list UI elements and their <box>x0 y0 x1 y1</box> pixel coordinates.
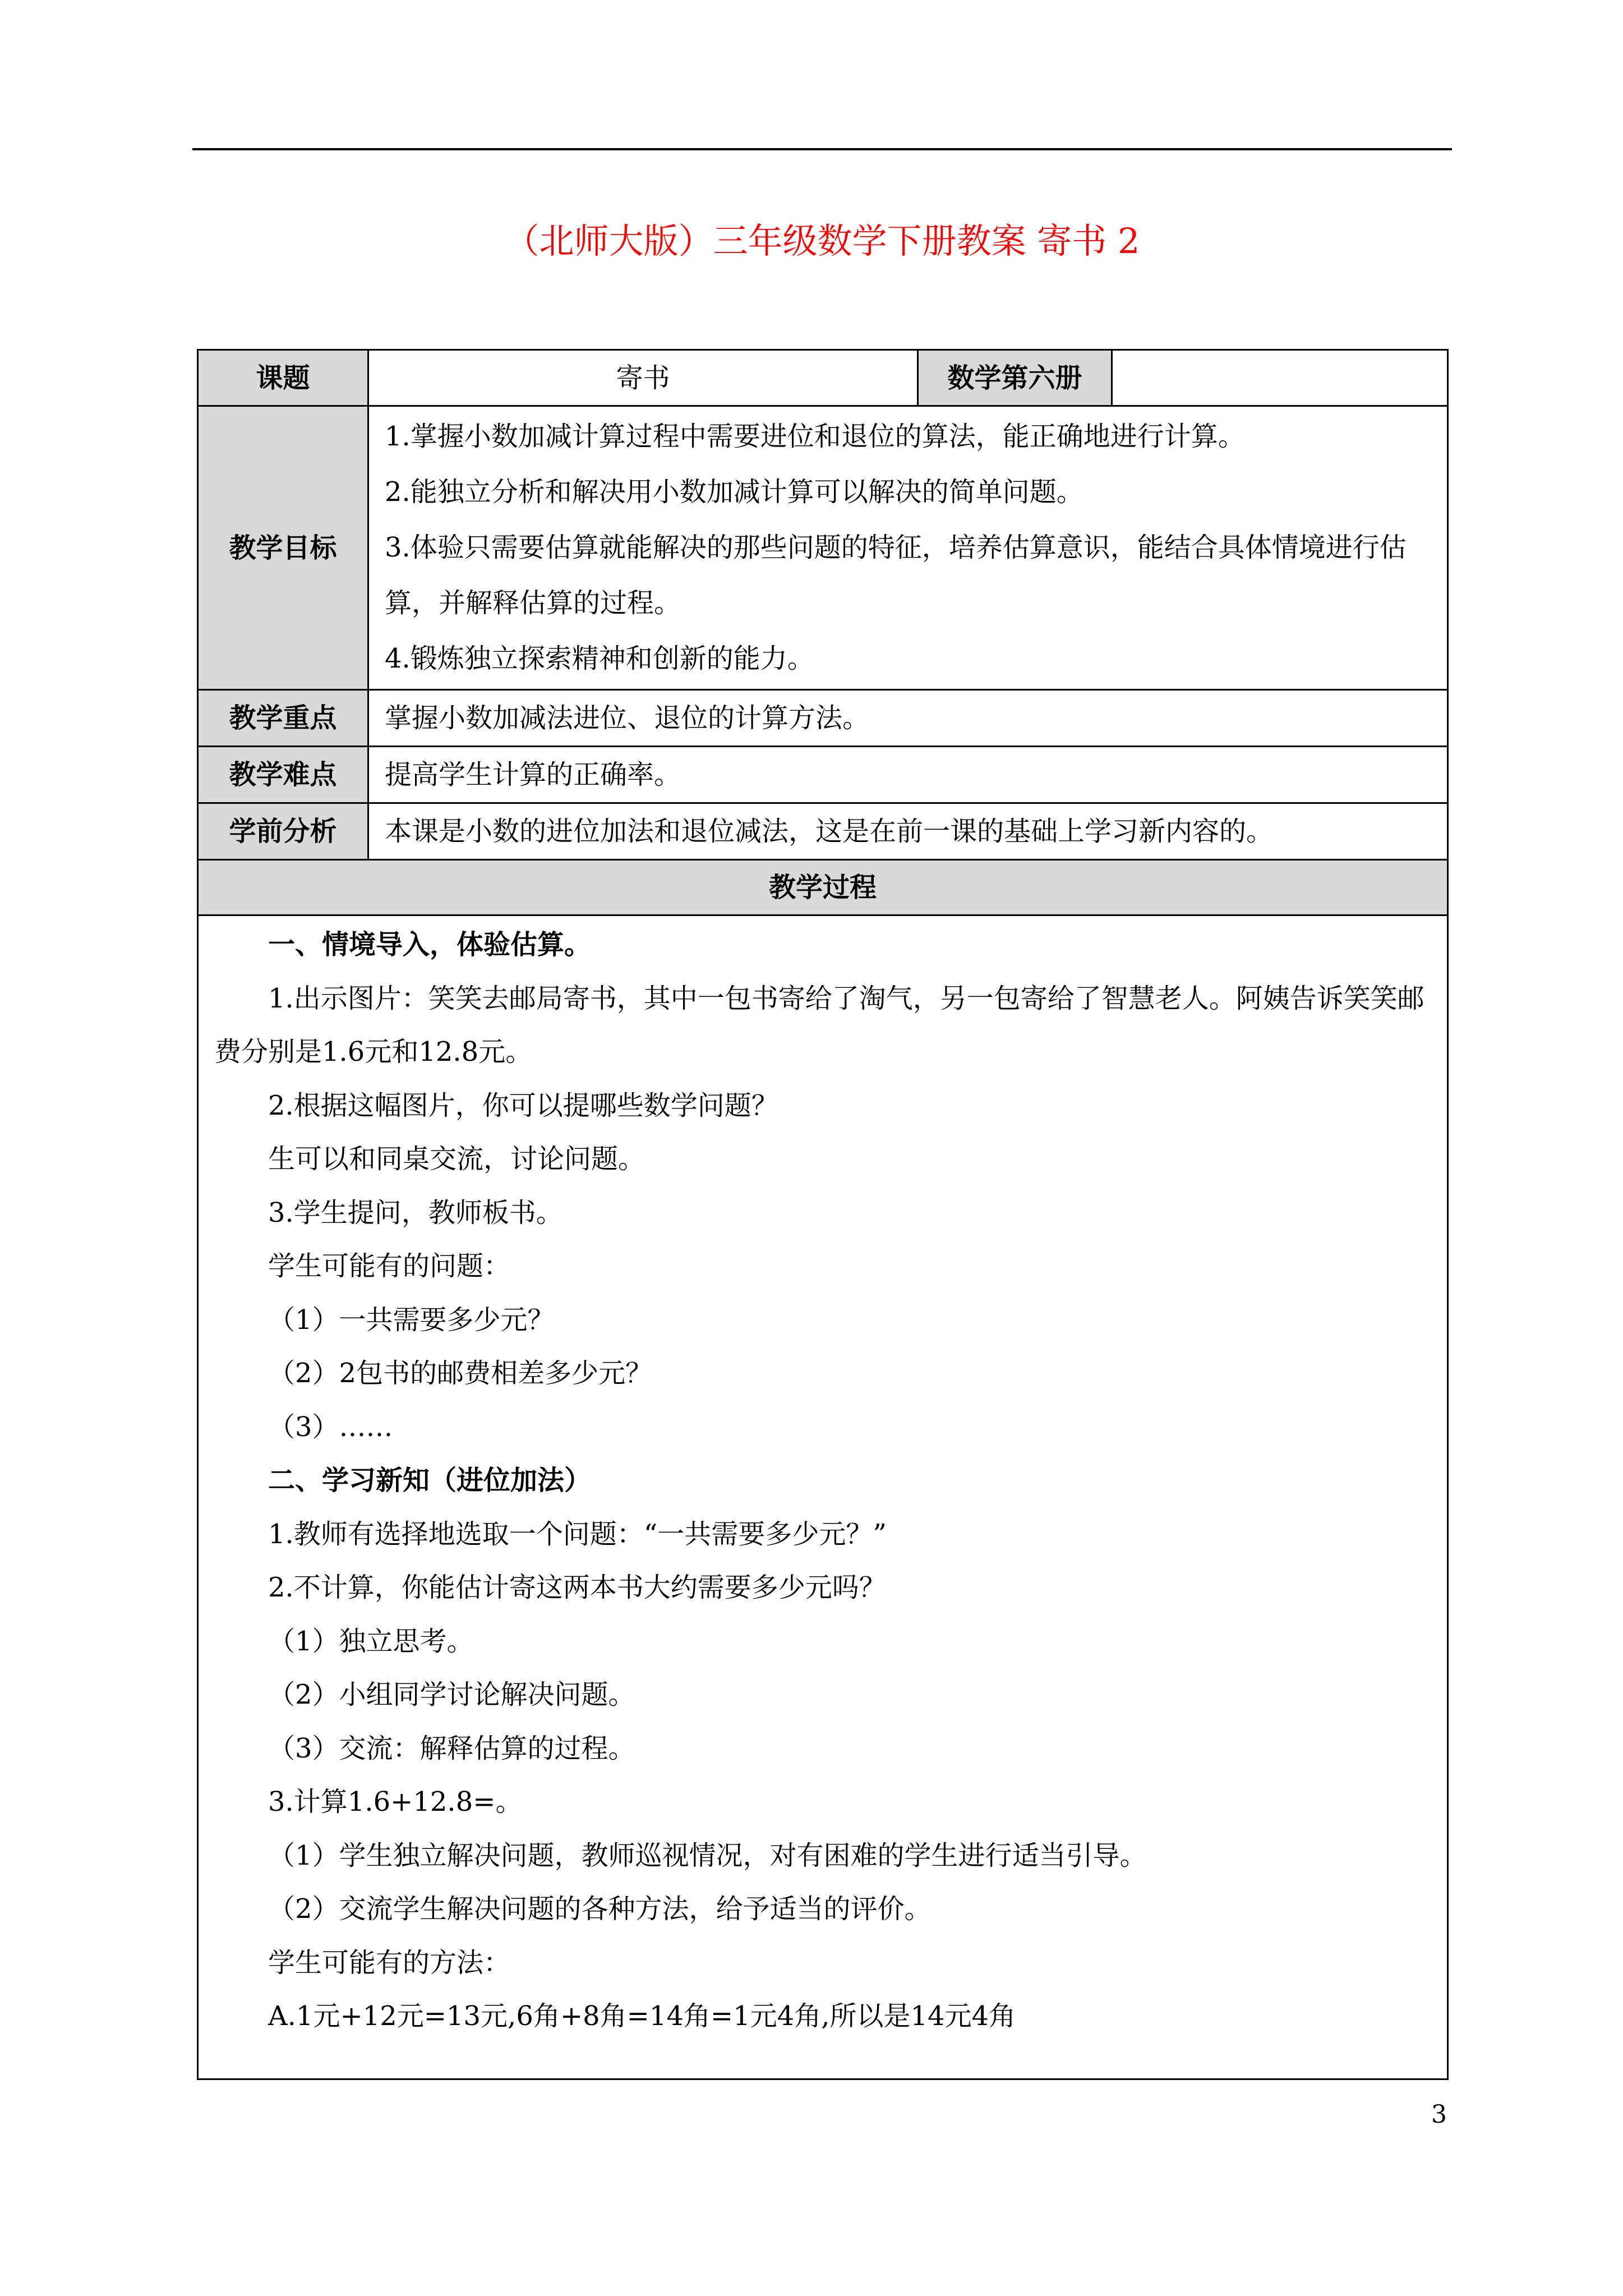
process-cell <box>198 915 1448 2079</box>
goals-label: 教学目标 <box>198 406 368 690</box>
process-paragraph: （3）…… <box>268 1411 393 1443</box>
process-paragraph: （2）2包书的邮费相差多少元？ <box>268 1358 653 1389</box>
key-point-value: 掌握小数加减法进位、退位的计算方法。 <box>368 690 1448 747</box>
process-paragraph: 2.根据这幅图片，你可以提哪些数学问题？ <box>268 1089 778 1121</box>
goal-item: 1.掌握小数加减计算过程中需要进位和退位的算法，能正确地进行计算。 <box>385 421 1245 452</box>
process-paragraph: 2.不计算，你能估计寄这两本书大约需要多少元吗？ <box>268 1572 886 1603</box>
goal-item: 2.能独立分析和解决用小数加减计算可以解决的简单问题。 <box>385 476 1083 508</box>
process-paragraph: 学生可能有的问题： <box>268 1250 511 1282</box>
process-paragraph: （1）独立思考。 <box>268 1625 474 1657</box>
goal-item: 3.体验只需要估算就能解决的那些问题的特征，培养估算意识，能结合具体情境进行估算，并解释估算的过程。 <box>385 532 1407 619</box>
process-paragraph: （3）交流：解释估算的过程。 <box>268 1732 635 1764</box>
analysis-value: 本课是小数的进位加法和退位减法，这是在前一课的基础上学习新内容的。 <box>368 803 1448 860</box>
document-title: （北师大版）三年级数学下册教案 寄书 2 <box>504 220 1140 261</box>
process-label: 教学过程 <box>198 860 1448 915</box>
section-heading: 二、学习新知（进位加法） <box>268 1465 592 1496</box>
key-point-label: 教学重点 <box>198 690 368 747</box>
goal-item: 4.锻炼独立探索精神和创新的能力。 <box>385 643 814 674</box>
topic-row <box>198 350 1448 406</box>
topic-label: 课题 <box>198 350 368 406</box>
analysis-label: 学前分析 <box>198 803 368 860</box>
process-header-row <box>198 860 1448 915</box>
process-row <box>198 915 1448 2079</box>
book-label: 数学第六册 <box>918 350 1112 406</box>
process-paragraph: 1.教师有选择地选取一个问题：“一共需要多少元？” <box>268 1518 887 1550</box>
analysis-row <box>198 803 1448 860</box>
process-paragraph: 3.计算1.6+12.8=。 <box>268 1786 523 1818</box>
key-point-row <box>198 690 1448 747</box>
difficulty-value: 提高学生计算的正确率。 <box>368 747 1448 803</box>
process-paragraph: （2）小组同学讨论解决问题。 <box>268 1679 635 1710</box>
process-paragraph: （1）一共需要多少元？ <box>268 1304 555 1336</box>
section-heading: 一、情境导入，体验估算。 <box>268 929 592 960</box>
goals-row <box>198 406 1448 690</box>
lesson-plan-table <box>197 349 1449 2080</box>
process-paragraph: A.1元+12元=13元,6角+8角=14角=1元4角,所以是14元4角 <box>268 2000 1016 2032</box>
book-value <box>1112 350 1448 406</box>
difficulty-label: 教学难点 <box>198 747 368 803</box>
process-paragraph: 学生可能有的方法： <box>268 1947 511 1978</box>
process-paragraph: 生可以和同桌交流，讨论问题。 <box>268 1143 645 1175</box>
process-paragraph: （2）交流学生解决问题的各种方法，给予适当的评价。 <box>268 1893 932 1925</box>
difficulty-row <box>198 747 1448 803</box>
goals-cell <box>368 406 1448 690</box>
process-paragraph: 3.学生提问，教师板书。 <box>268 1197 563 1228</box>
page-number: 3 <box>1431 2100 1447 2129</box>
topic-value: 寄书 <box>368 350 918 406</box>
header-rule <box>192 148 1452 150</box>
process-paragraph: 1.出示图片：笑笑去邮局寄书，其中一包书寄给了淘气，另一包寄给了智慧老人。阿姨告诉笑笑邮费分别是1.6元和12.8元。 <box>214 982 1424 1068</box>
process-paragraph: （1）学生独立解决问题，教师巡视情况，对有困难的学生进行适当引导。 <box>268 1839 1147 1871</box>
